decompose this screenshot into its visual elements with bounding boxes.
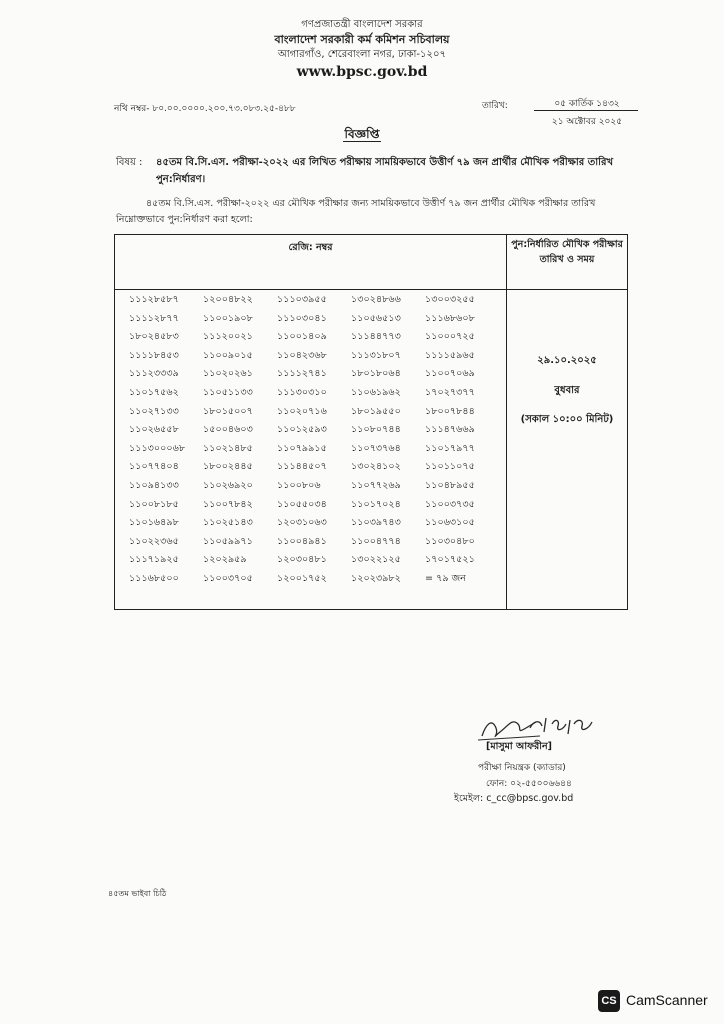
reg-number-cell: ১৩০২৪৮৬৬ bbox=[351, 294, 401, 305]
signatory-name: [মাসুমা আফরীন] bbox=[486, 741, 552, 752]
date-label: তারিখ: bbox=[482, 101, 508, 111]
reg-number-cell: ১১০০০৭২৫ bbox=[425, 331, 475, 343]
reg-number-cell: ১২০২৯৫৯ bbox=[203, 554, 247, 566]
reg-number-cell: ১১১৪৪৫০৭ bbox=[277, 461, 327, 473]
schedule-date: ২৯.১০.২০২৫ bbox=[537, 355, 597, 366]
reg-number-cell: ১১০১৬৪৯৮ bbox=[129, 517, 179, 529]
reg-number-cell: ১১০৫৫০৩৪ bbox=[277, 498, 327, 510]
reg-number-cell: ১১০০৮০৬ bbox=[277, 479, 321, 491]
reg-number-cell: ১১০৪২৩৬৮ bbox=[277, 349, 327, 361]
reg-number-cell: ১১০০৪৭৭৪ bbox=[351, 535, 401, 547]
reg-number-cell: ১১১৬৮৬০৮ bbox=[425, 312, 475, 324]
table-row bbox=[129, 442, 499, 461]
table-row bbox=[129, 293, 499, 312]
reg-number-cell: ১২০০৪৮২২ bbox=[203, 294, 253, 305]
subject-text: ৪৫তম বি.সি.এস. পরীক্ষা-২০২২ এর লিখিত পরীক্ষায় সাময়িকভাবে উত্তীর্ণ ৭৯ জন প্রার্থীর মৌখিক পরীক্ষার তারিখ পুন:নির্ধারণ। bbox=[156, 157, 614, 185]
reg-number-cell: ১১১১২৮৭৭ bbox=[129, 312, 179, 324]
reg-number-cell: ১১০২১৪৮৫ bbox=[203, 442, 253, 454]
camscanner-label: CamScanner bbox=[626, 992, 708, 1008]
reg-number-cell: ১১১১৮৪৫৩ bbox=[129, 349, 179, 361]
reg-number-cell: ১১১২৮৫৮৭ bbox=[129, 294, 179, 305]
memo-number: নথি নম্বর- ৮০.০০.০০০০.২০০.৭৩.০৮৩.২৫-৪৮৮ bbox=[114, 104, 296, 114]
table-row bbox=[129, 367, 499, 386]
reg-number-cell: ১১১০৩০৪১ bbox=[277, 312, 327, 324]
date-english: ২১ অক্টোবর ২০২৫ bbox=[551, 117, 623, 127]
reg-number-cell: ১১০৪৮৯৫৫ bbox=[425, 479, 475, 491]
reg-number-cell: ১৮০১৯৫৫০ bbox=[351, 405, 401, 417]
reg-number-cell: ১১০০৮১৮৫ bbox=[129, 498, 179, 510]
reg-number-cell: ১১০০৩৭৩৫ bbox=[425, 498, 475, 510]
footer-note: ৪৫তম ভাইবা চিঠি bbox=[108, 889, 167, 898]
notice-title-wrap bbox=[0, 126, 724, 146]
reg-number-cell: ১১০০১৪০৯ bbox=[277, 331, 327, 343]
reg-number-cell: ১১১৩০০০৬৮ bbox=[129, 442, 186, 454]
reg-number-cell: ১২০০১৭৫২ bbox=[277, 572, 327, 584]
reg-number-cell: ১১০০৯০১৫ bbox=[203, 349, 253, 361]
table-row bbox=[129, 553, 499, 572]
date-divider bbox=[534, 110, 638, 111]
table-row bbox=[129, 479, 499, 498]
reg-number-cell: ১১০০৭৮৪২ bbox=[203, 498, 253, 510]
reg-number-cell: ১৮০০৭৮৪৪ bbox=[425, 405, 475, 417]
reg-number-grid bbox=[129, 293, 499, 591]
reg-number-cell: ১১১৪৪৭৭৩ bbox=[351, 331, 401, 343]
camscanner-logo-icon: CS bbox=[598, 990, 620, 1012]
reg-number-cell: ১১০৩৯৭৪৩ bbox=[351, 517, 401, 529]
reg-number-cell: ১২০৩১০৬৩ bbox=[277, 517, 327, 529]
reg-number-cell: ১১০২০২৬১ bbox=[203, 368, 253, 380]
subject-label: বিষয় : bbox=[116, 157, 143, 168]
reg-number-cell: ১১০১২৫৯৩ bbox=[277, 424, 327, 436]
reg-number-cell: ১১০৭৭৪০৪ bbox=[129, 461, 179, 473]
table-row bbox=[129, 498, 499, 517]
reg-number-cell: ১১১২৩৩৩৯ bbox=[129, 368, 179, 380]
table-row bbox=[129, 405, 499, 424]
reg-number-cell: ১১০৮০৭৪৪ bbox=[351, 424, 401, 436]
reg-number-cell: ১১০০১৯০৮ bbox=[203, 312, 253, 324]
reg-number-cell: ১২০৩০৪৮১ bbox=[277, 554, 327, 566]
reg-number-cell: ১৩০২২১২৫ bbox=[351, 554, 401, 566]
reg-number-cell: ১৮০০২৪৪৫ bbox=[203, 461, 253, 473]
reg-number-cell: ১১০৩০৪৮০ bbox=[425, 535, 475, 547]
reg-number-cell: ১১০২০৭১৬ bbox=[277, 405, 327, 417]
reg-number-cell: ১১০০৩৭০৫ bbox=[203, 572, 253, 584]
reg-number-cell: ১৮০১৫০০৭ bbox=[203, 405, 253, 417]
reg-number-cell: ১১০৭৭২৬৯ bbox=[351, 479, 401, 491]
reg-number-cell: ১১০৫৬৫১৩ bbox=[351, 312, 401, 324]
reg-number-cell: ১১০০৭০৬৯ bbox=[425, 368, 475, 380]
reg-number-cell: ১১০৬৩১০৫ bbox=[425, 517, 475, 529]
reg-number-cell: ১১০৫১১৩৩ bbox=[203, 386, 253, 398]
reg-number-cell: ১১০০৪৯৪১ bbox=[277, 535, 327, 547]
reg-number-cell: ১৩০২৪১০২ bbox=[351, 461, 401, 473]
body-paragraph: ৪৫তম বি.সি.এস. পরীক্ষা-২০২২ এর মৌখিক পরীক্ষার জন্য সাময়িকভাবে উত্তীর্ণ ৭৯ জন প্রার্থীর মৌখিক পরীক্ষার তারিখ নিম্নোক্তভাবে পুন:নির্ধারণ করা হলো: bbox=[116, 198, 596, 225]
reg-number-cell: ১১০২৬৫৫৮ bbox=[129, 424, 179, 436]
reg-number-cell: ১১১০৩৯৫৫ bbox=[277, 294, 327, 305]
reg-number-cell: ১১১৪৭৬৬৯ bbox=[425, 424, 475, 436]
reg-number-cell: ১৭০১৭৫২১ bbox=[425, 554, 475, 566]
reg-number-cell: ১১০৯৪১৩৩ bbox=[129, 479, 179, 491]
reg-number-cell: ১১০২৫১৪৩ bbox=[203, 517, 253, 529]
reg-number-cell: ১১০৫৯৯৭১ bbox=[203, 535, 253, 547]
reg-number-cell: ১১১৩১৮০৭ bbox=[351, 349, 401, 361]
table-row bbox=[129, 349, 499, 368]
date-bangla: ০৫ কার্তিক ১৪৩২ bbox=[554, 99, 620, 109]
schedule-time: (সকাল ১০:০০ মিনিট) bbox=[520, 414, 614, 425]
reg-number-cell: ১১০৭৯৯১৫ bbox=[277, 442, 327, 454]
reg-number-cell: ১৩০০৩২৫৫ bbox=[425, 294, 475, 305]
reg-number-cell: ১১০১১০৭৫ bbox=[425, 461, 475, 473]
reg-number-cell: ১১০১৭৯৭৭ bbox=[425, 442, 475, 454]
reg-number-cell: ১১০১৭৫৬২ bbox=[129, 386, 179, 398]
reg-number-cell: ১৮০১৮০৬৪ bbox=[351, 368, 401, 380]
reg-number-cell: ১১০৬১৯৬২ bbox=[351, 386, 401, 398]
letterhead bbox=[0, 18, 724, 82]
commission-name: বাংলাদেশ সরকারী কর্ম কমিশন সচিবালয় bbox=[274, 33, 450, 46]
reg-number-cell: ১১১২০০২১ bbox=[203, 331, 253, 343]
schedule-day: বুধবার bbox=[554, 385, 580, 396]
table-row bbox=[129, 516, 499, 535]
schedule-header: পুন:নির্ধারিত মৌখিক পরীক্ষার তারিখ ও সময় bbox=[511, 239, 623, 265]
reg-number-header: রেজি: নম্বর bbox=[288, 242, 333, 253]
reg-number-cell: ১১০২২৩৬৫ bbox=[129, 535, 179, 547]
reg-number-cell: ১১১৩০৩১০ bbox=[277, 386, 327, 398]
website-link[interactable]: www.bpsc.gov.bd bbox=[296, 64, 428, 80]
address-line: আগারগাঁও, শেরেবাংলা নগর, ঢাকা-১২০৭ bbox=[277, 49, 447, 60]
reg-number-cell: ১১১১৫৯৬৫ bbox=[425, 349, 475, 361]
reg-number-cell: ১১০২৬৯২০ bbox=[203, 479, 253, 491]
govt-line: গণপ্রজাতন্ত্রী বাংলাদেশ সরকার bbox=[301, 19, 423, 30]
table-row bbox=[129, 535, 499, 554]
signatory-designation: পরীক্ষা নিয়ন্ত্রক (ক্যাডার) bbox=[478, 763, 566, 773]
reg-number-cell: ১১০৭৩৭৬৪ bbox=[351, 442, 401, 454]
reg-number-cell: = ৭৯ জন bbox=[425, 572, 466, 584]
table-row bbox=[129, 460, 499, 479]
reg-number-cell: ১১১৭১৯২৫ bbox=[129, 554, 179, 566]
schedule-table bbox=[114, 234, 628, 610]
reg-number-cell: ১২০২৩৯৮২ bbox=[351, 572, 401, 584]
handwritten-signature bbox=[460, 698, 610, 744]
notice-title: বিজ্ঞপ্তি bbox=[344, 127, 380, 141]
signatory-phone: ফোন: ০২-৫৫০০৬৬৪৪ bbox=[486, 779, 572, 789]
signatory-email[interactable]: ইমেইল: c_cc@bpsc.gov.bd bbox=[454, 793, 574, 804]
reg-number-cell: ১১০১৭০২৪ bbox=[351, 498, 401, 510]
table-header-divider bbox=[115, 289, 627, 290]
table-row bbox=[129, 572, 499, 591]
reg-number-cell: ১৮০২৪৫৮৩ bbox=[129, 331, 179, 343]
reg-number-cell: ১৭০২৭৩৭৭ bbox=[425, 386, 475, 398]
reg-number-cell: ১১১১২৭৪১ bbox=[277, 368, 327, 380]
table-row bbox=[129, 312, 499, 331]
table-row bbox=[129, 330, 499, 349]
reg-number-cell: ১১০২৭১৩৩ bbox=[129, 405, 179, 417]
table-row bbox=[129, 386, 499, 405]
reg-number-cell: ১১১৬৮৫০০ bbox=[129, 572, 179, 584]
reg-number-cell: ১৫০০৪৬০৩ bbox=[203, 424, 253, 436]
table-row bbox=[129, 423, 499, 442]
